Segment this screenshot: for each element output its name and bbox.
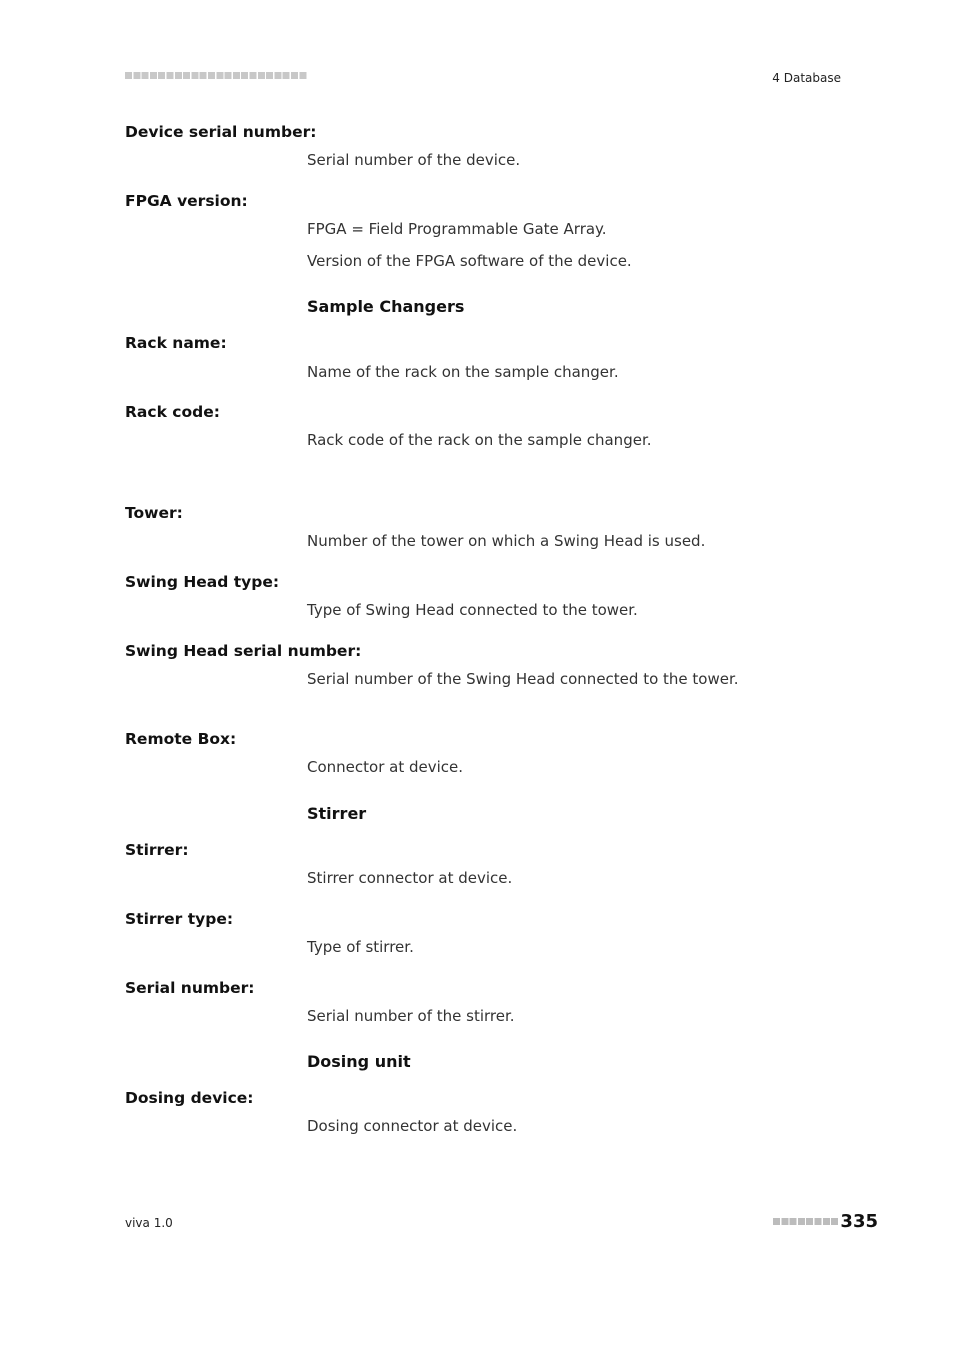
header-decoration [125,71,307,81]
term-stirrer-type: Stirrer type: [125,910,234,928]
footer-decoration [773,1218,839,1226]
term-device-serial-number: Device serial number: [125,123,317,141]
term-swing-head-serial-number: Swing Head serial number: [125,642,362,660]
term-dosing-device: Dosing device: [125,1089,254,1107]
desc-swing-head-serial-number: Serial number of the Swing Head connected to the tower. [307,670,739,688]
desc-stirrer: Stirrer connector at device. [307,869,513,887]
desc-tower: Number of the tower on which a Swing Head is used. [307,532,706,550]
page-number: 335 [840,1211,878,1232]
desc-rack-name: Name of the rack on the sample changer. [307,363,619,381]
desc-serial-number: Serial number of the stirrer. [307,1007,515,1025]
term-stirrer: Stirrer: [125,841,189,859]
desc-device-serial-number: Serial number of the device. [307,151,521,169]
desc-swing-head-type: Type of Swing Head connected to the tower. [307,601,638,619]
desc-rack-code: Rack code of the rack on the sample changer. [307,431,652,449]
term-swing-head-type: Swing Head type: [125,573,280,591]
section-dosing-unit: Dosing unit [307,1052,411,1071]
term-rack-code: Rack code: [125,403,220,421]
desc-dosing-device: Dosing connector at device. [307,1117,518,1135]
footer-version: viva 1.0 [125,1216,173,1230]
term-rack-name: Rack name: [125,334,227,352]
desc-stirrer-type: Type of stirrer. [307,938,414,956]
desc-fpga-version-2: Version of the FPGA software of the device. [307,252,632,270]
section-stirrer: Stirrer [307,804,367,823]
term-tower: Tower: [125,504,183,522]
chapter-title: 4 Database [772,71,841,85]
term-fpga-version: FPGA version: [125,192,248,210]
term-remote-box: Remote Box: [125,730,237,748]
section-sample-changers: Sample Changers [307,297,465,316]
desc-fpga-version-1: FPGA = Field Programmable Gate Array. [307,220,607,238]
desc-remote-box: Connector at device. [307,758,464,776]
term-serial-number: Serial number: [125,979,255,997]
